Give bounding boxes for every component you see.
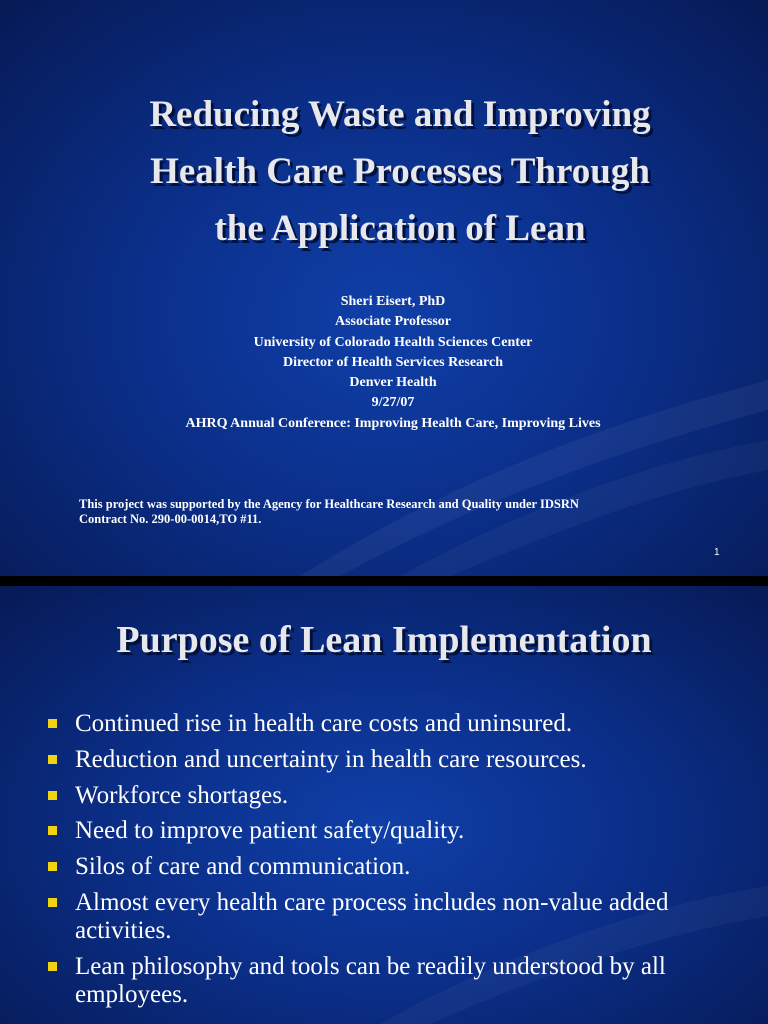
slide-2 [0, 586, 768, 1024]
bullet-square-icon [48, 826, 57, 835]
list-item [46, 889, 736, 945]
page-number: 1 [714, 547, 720, 558]
list-item-text: Workforce shortages. [75, 781, 289, 809]
author-organization: Denver Health [349, 375, 437, 391]
author-institution: University of Colorado Health Sciences Center [253, 334, 533, 350]
bullet-square-icon [48, 898, 57, 907]
bullet-square-icon [48, 862, 57, 871]
bullet-square-icon [48, 962, 57, 971]
list-item-text: Silos of care and communication. [75, 853, 411, 881]
slide-title: Purpose of Lean Implementation [116, 619, 652, 661]
list-item [46, 817, 736, 845]
funding-footnote [79, 497, 719, 527]
footnote-line: This project was supported by the Agency for Healthcare Research and Quality under IDSRN [79, 497, 579, 511]
bullet-square-icon [48, 791, 57, 800]
list-item [46, 953, 736, 1009]
list-item [46, 710, 736, 738]
title-line: Reducing Waste and Improving [149, 94, 651, 135]
presentation-date: 9/27/07 [371, 395, 415, 411]
list-item-text: Continued rise in health care costs and uninsured. [75, 710, 573, 737]
slide-title [30, 86, 768, 257]
presenter-info [0, 292, 768, 434]
list-item-text: Reduction and uncertainty in health care resources. [75, 745, 587, 773]
author-role: Director of Health Services Research [282, 354, 504, 370]
list-item [46, 853, 736, 881]
list-item-text: Need to improve patient safety/quality. [75, 817, 465, 845]
footnote-line: Contract No. 290-00-0014,TO #11. [79, 512, 262, 526]
list-item-text: Lean philosophy and tools can be readily understood by all employees. [75, 952, 666, 1008]
conference-name: AHRQ Annual Conference: Improving Health Care, Improving Lives [185, 415, 601, 431]
list-item [46, 746, 736, 774]
bullet-square-icon [48, 755, 57, 764]
list-item-text: Almost every health care process includes non-value added activities. [75, 888, 669, 944]
bullet-list [46, 710, 736, 1017]
author-position: Associate Professor [335, 314, 451, 330]
title-line: Health Care Processes Through [150, 151, 650, 192]
bullet-square-icon [48, 719, 57, 728]
author-name: Sheri Eisert, PhD [340, 294, 446, 309]
list-item [46, 782, 736, 810]
title-line: the Application of Lean [214, 208, 586, 249]
